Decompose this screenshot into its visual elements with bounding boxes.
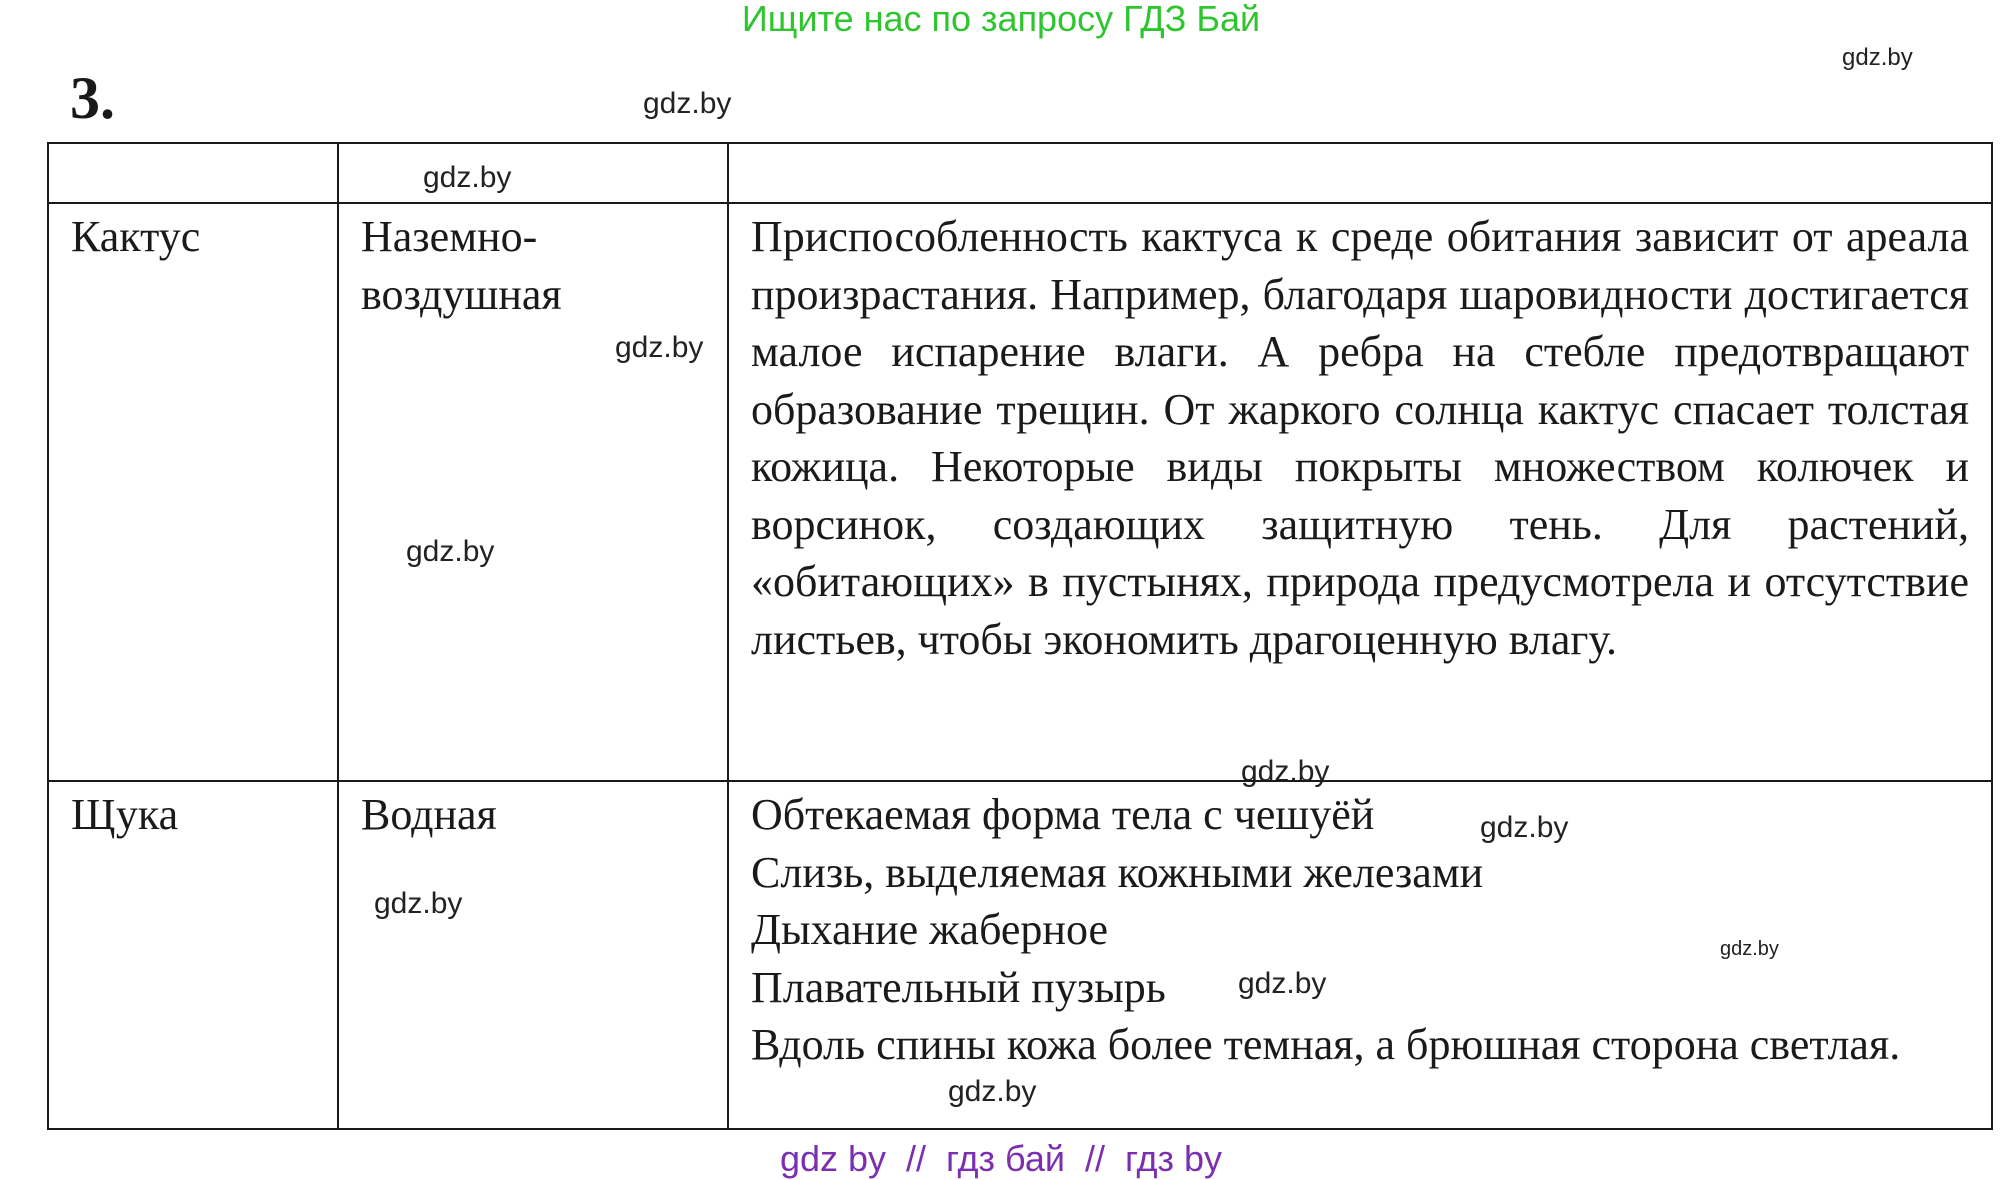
adaptation-line: Плавательный пузырь (751, 962, 1166, 1012)
adaptation-line: Вдоль спины кожа более темная, а брюшная сторона светлая. (751, 1020, 1901, 1069)
adaptation-line: Дыхание жаберное (751, 905, 1109, 954)
bottom-banner[interactable]: gdz by // гдз бай // гдз by (779, 1138, 1223, 1179)
watermark: gdz.by (406, 535, 495, 568)
watermark: gdz.by (1720, 938, 1779, 960)
watermark: gdz.by (1480, 811, 1569, 844)
habitat-cell: Водная (338, 781, 728, 1129)
adaptation-cell: Приспособленность кактуса к среде обитания зависит от ареала произрастания. Например, благодаря шаровидности достигается малое испарение влаги. А ребра на стебле предотвращают образование трещин. От жаркого солнца кактус спасает толстая кожица. Некоторые виды покрыты множеством колючек и ворсинок, создающих защитную тень. Для растений, «обитающих» в пустынях, природа предусмотрела и отсутствие листьев, чтобы экономить драгоценную влагу. (728, 203, 1992, 781)
header-cell (728, 143, 1992, 203)
organism-cell: Кактус (48, 203, 338, 781)
watermark: gdz.by (374, 887, 463, 920)
watermark: gdz.by (1842, 44, 1913, 71)
table-header-row (48, 143, 1992, 203)
habitat-line: воздушная (361, 269, 562, 319)
watermark: gdz.by (1238, 967, 1327, 1000)
watermark: gdz.by (615, 331, 704, 364)
watermark: gdz.by (948, 1075, 1037, 1108)
table-row (48, 203, 1992, 781)
watermark: gdz.by (1241, 755, 1330, 788)
habitat-line: Наземно- (361, 212, 538, 261)
adaptation-cell (728, 781, 1992, 1129)
answer-table (47, 142, 1993, 1130)
task-number: 3. (70, 65, 115, 131)
header-cell (48, 143, 338, 203)
adaptation-line: Обтекаемая форма тела с чешуёй (751, 790, 1375, 839)
top-banner[interactable]: Ищите нас по запросу ГДЗ Бай (741, 0, 1261, 39)
header-cell (338, 143, 728, 203)
watermark: gdz.by (643, 87, 732, 120)
adaptation-line: Слизь, выделяемая кожными железами (751, 847, 1484, 897)
organism-cell: Щука (48, 781, 338, 1129)
habitat-cell (338, 203, 728, 781)
table-row (48, 781, 1992, 1129)
watermark: gdz.by (423, 161, 512, 194)
